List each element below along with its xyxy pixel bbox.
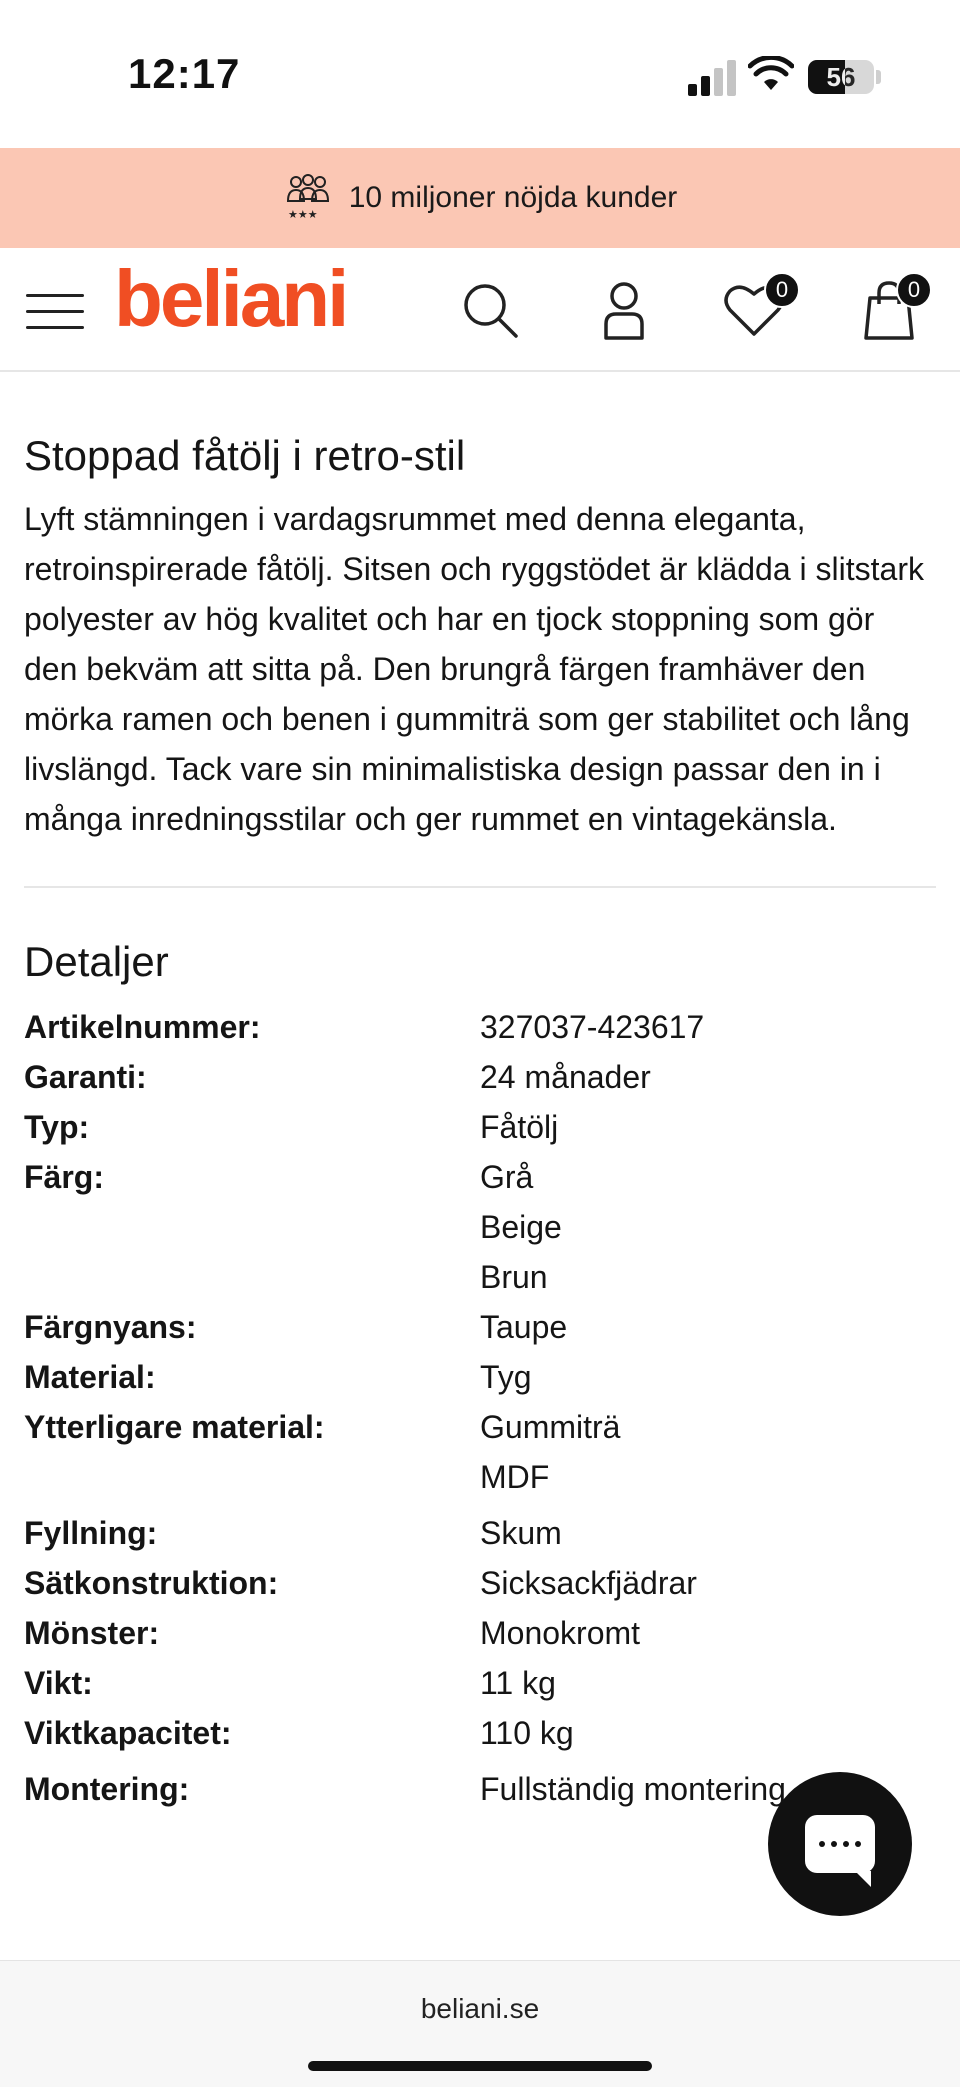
details-row xyxy=(24,1658,936,1708)
details-value: Beige xyxy=(480,1209,562,1245)
details-row xyxy=(24,1152,936,1302)
details-values xyxy=(480,1608,936,1658)
details-label: Färg: xyxy=(24,1159,104,1195)
details-label: Fyllning: xyxy=(24,1515,158,1551)
details-row xyxy=(24,1352,936,1402)
url-domain: beliani.se xyxy=(420,1993,540,2024)
cart-button[interactable] xyxy=(862,278,942,348)
promo-banner[interactable] xyxy=(0,148,960,248)
details-value: 11 kg xyxy=(480,1665,556,1701)
details-label: Material: xyxy=(24,1359,156,1395)
promo-text: 10 miljoner nöjda kunder xyxy=(348,181,678,214)
details-values xyxy=(480,1658,936,1708)
details-label: Färgnyans: xyxy=(24,1309,197,1345)
svg-text:★★★: ★★★ xyxy=(287,209,318,221)
details-value: Skum xyxy=(480,1515,562,1551)
details-value: Brun xyxy=(480,1259,548,1295)
details-values xyxy=(480,1402,936,1502)
details-row xyxy=(24,1608,936,1658)
details-value: Tyg xyxy=(480,1359,532,1395)
menu-icon[interactable] xyxy=(26,292,84,332)
details-row xyxy=(24,1508,936,1558)
details-heading: Detaljer xyxy=(24,938,169,985)
details-row xyxy=(24,1002,936,1052)
chat-icon xyxy=(805,1815,875,1873)
details-value: 327037-423617 xyxy=(480,1009,705,1045)
details-value: Grå xyxy=(480,1159,534,1195)
details-table xyxy=(24,1002,936,1814)
details-value: Monokromt xyxy=(480,1615,641,1651)
details-value: Sicksackfjädrar xyxy=(480,1565,697,1601)
details-value: Fåtölj xyxy=(480,1109,559,1145)
svg-text:beliani: beliani xyxy=(114,262,347,342)
details-value: Taupe xyxy=(480,1309,568,1345)
details-label: Montering: xyxy=(24,1771,190,1807)
details-values xyxy=(480,1052,936,1102)
battery-level: 56 xyxy=(826,62,856,92)
details-values xyxy=(480,1508,936,1558)
details-label: Ytterligare material: xyxy=(24,1409,325,1445)
chat-button[interactable] xyxy=(768,1772,912,1916)
details-value: Fullständig montering xyxy=(480,1771,786,1807)
wishlist-button[interactable] xyxy=(724,278,804,348)
details-label: Mönster: xyxy=(24,1615,160,1651)
details-values xyxy=(480,1102,936,1152)
details-values xyxy=(480,1558,936,1608)
product-title: Stoppad fåtölj i retro-stil xyxy=(24,432,466,479)
details-row xyxy=(24,1102,936,1152)
details-label: Typ: xyxy=(24,1109,90,1145)
details-value: Gummiträ xyxy=(480,1409,621,1445)
details-values xyxy=(480,1302,936,1352)
details-row xyxy=(24,1302,936,1352)
details-row xyxy=(24,1052,936,1102)
beliani-logo[interactable] xyxy=(114,262,374,361)
section-divider xyxy=(24,886,936,888)
cellular-signal-icon xyxy=(688,60,736,96)
status-bar xyxy=(0,0,960,148)
user-icon[interactable] xyxy=(592,278,656,342)
details-values xyxy=(480,1002,936,1052)
cart-count-badge: 0 xyxy=(896,272,932,308)
details-row xyxy=(24,1558,936,1608)
battery-icon xyxy=(808,60,874,94)
browser-address-bar[interactable] xyxy=(0,1960,960,2087)
details-row xyxy=(24,1402,936,1502)
status-time: 12:17 xyxy=(128,50,241,97)
details-label: Artikelnummer: xyxy=(24,1009,261,1045)
happy-customers-icon xyxy=(283,173,333,223)
details-label: Viktkapacitet: xyxy=(24,1715,232,1751)
site-header xyxy=(0,248,960,372)
details-values xyxy=(480,1708,936,1758)
product-description: Lyft stämningen i vardagsrummet med denna eleganta, retroinspirerade fåtölj. Sitsen och ryggstödet är klädda i slitstark polyester av hög kvalitet och har en tjock stoppning som gör den bekväm att sitta på. Den brungrå färgen framhäver den mörka ramen och benen i gummiträ som ger stabilitet och lång livslängd. Tack vare sin minimalistiska design passar den in i många inredningsstilar och ger rummet en vintagekänsla. xyxy=(24,501,924,837)
product-content xyxy=(24,372,936,1814)
details-value: 24 månader xyxy=(480,1059,651,1095)
wishlist-count-badge: 0 xyxy=(764,272,800,308)
wifi-icon xyxy=(748,56,794,94)
search-icon[interactable] xyxy=(458,278,522,342)
details-label: Sätkonstruktion: xyxy=(24,1565,279,1601)
details-value: 110 kg xyxy=(480,1715,574,1751)
details-values xyxy=(480,1152,936,1302)
details-values xyxy=(480,1352,936,1402)
details-label: Garanti: xyxy=(24,1059,147,1095)
battery-cap xyxy=(876,70,881,84)
details-row xyxy=(24,1708,936,1758)
details-label: Vikt: xyxy=(24,1665,93,1701)
beliani-logo-mark xyxy=(114,262,374,342)
home-indicator xyxy=(308,2061,652,2071)
details-value: MDF xyxy=(480,1459,550,1495)
